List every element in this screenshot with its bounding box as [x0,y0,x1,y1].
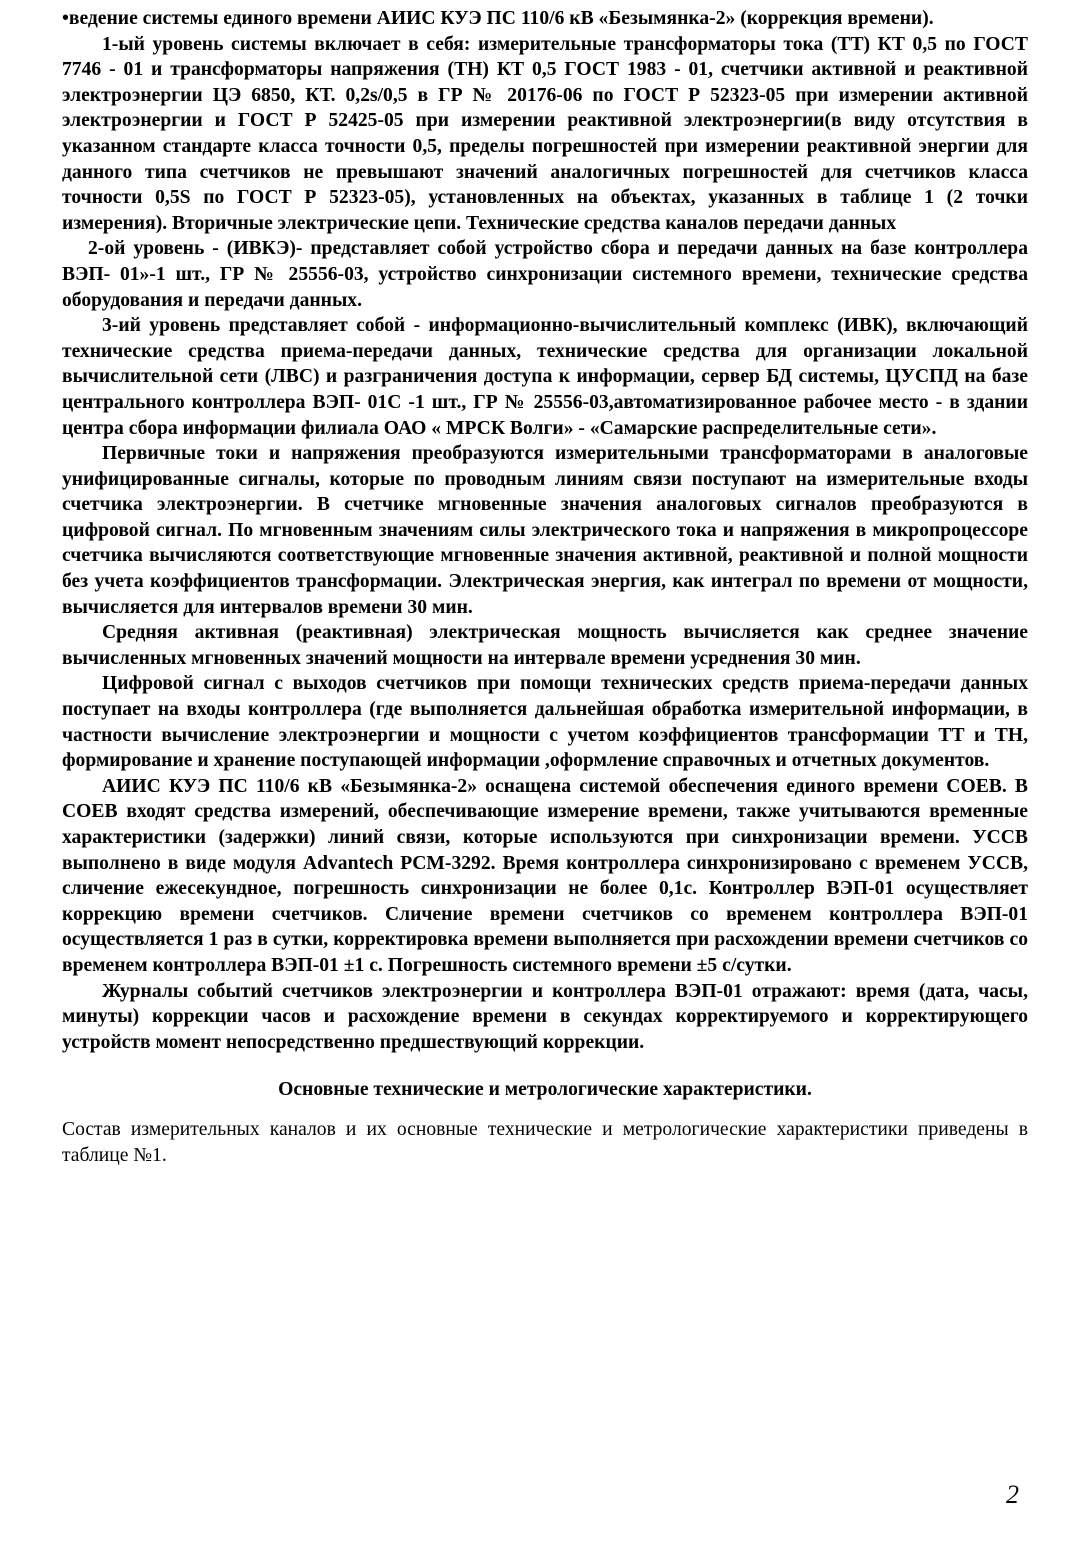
paragraph-level-1: 1-ый уровень системы включает в себя: измерительные трансформаторы тока (ТТ) КТ 0,5 по ГОСТ 7746 - 01 и трансформаторы напряжения (ТН) КТ 0,5 ГОСТ 1983 - 01, счетчики активной и реактивной электроэнергии ЦЭ 6850, КТ. 0,2s/0,5 в ГР № 20176-06 по ГОСТ Р 52323-05 при измерении активной электроэнергии и ГОСТ Р 52425-05 при измерении реактивной электроэнергии(в виду отсутствия в указанном стандарте класса точности 0,5, пределы погрешностей при измерении реактивной энергии для данного типа счетчиков не превышают значений аналогичных погрешностей для счетчиков класса точности 0,5S по ГОСТ Р 52323-05), установленных на объектах, указанных в таблице 1 (2 точки измерения). Вторичные электрические цепи. Технические средства каналов передачи данных [62,33,1028,234]
section-heading: Основные технические и метрологические характеристики. [278,1079,812,1101]
paragraph-table-reference: Состав измерительных каналов и их основные технические и метрологические характеристики приведены в таблице №1. [62,1118,1028,1166]
paragraph-digital-signal: Цифровой сигнал с выходов счетчиков при помощи технических средств приема-передачи данных поступает на входы контроллера (где выполняется дальнейшая обработка измерительной информации, в частности вычисление электроэнергии и мощности с учетом коэффициентов трансформации ТТ и ТН, формирование и хранение поступающей информации ,оформление справочных и отчетных документов. [62,673,1028,772]
page-number: 2 [1006,1480,1019,1509]
paragraph-primary-currents: Первичные токи и напряжения преобразуются измерительными трансформаторами в аналоговые унифицированные сигналы, которые по проводным линиям связи поступают на измерительные входы счетчика электроэнергии. В счетчике мгновенные значения аналоговых сигналов преобразуются в цифровой сигнал. По мгновенным значениям силы электрического тока и напряжения в микропроцессоре счетчика вычисляются соответствующие мгновенные значения активной, реактивной и полной мощности без учета коэффициентов трансформации. Электрическая энергия, как интеграл по времени от мощности, вычисляется для интервалов времени 30 мин. [62,443,1028,618]
paragraph-level-2: 2-ой уровень - (ИВКЭ)- представляет собой устройство сбора и передачи данных на базе контроллера ВЭП- 01»-1 шт., ГР № 25556-03, устройство синхронизации системного времени, технические средства оборудования и передачи данных. [62,238,1028,311]
paragraph-soev: АИИС КУЭ ПС 110/6 кВ «Безымянка-2» оснащена системой обеспечения единого времени СОЕВ. В СОЕВ входят средства измерений, обеспечивающие измерение времени, также учитываются временные характеристики (задержки) линий связи, которые используются при синхронизации времени. УССВ выполнено в виде модуля Advantech PCM-3292. Время контроллера синхронизировано с временем УССВ, сличение ежесекундное, погрешность синхронизации не более 0,1с. Контроллер ВЭП-01 осуществляет коррекцию времени счетчиков. Сличение времени счетчиков со временем контроллера ВЭП-01 осуществляется 1 раз в сутки, корректировка времени выполняется при расхождении времени счетчиков со временем контроллера ВЭП-01 ±1 с. Погрешность системного времени ±5 с/сутки. [62,775,1028,976]
paragraph-time-system: •ведение системы единого времени АИИС КУЭ ПС 110/6 кВ «Безымянка-2» (коррекция времени). [62,8,934,29]
paragraph-level-3: 3-ий уровень представляет собой - информационно-вычислительный комплекс (ИВК), включающий технические средства приема-передачи данных, технические средства для организации локальной вычислительной сети (ЛВС) и разграничения доступа к информации, сервер БД системы, ЦУСПД на базе центрального контроллера ВЭП- 01С -1 шт., ГР № 25556-03,автоматизированное рабочее место - в здании центра сбора информации филиала ОАО « МРСК Волги» - «Самарские распределительные сети». [62,315,1028,439]
document-body [62,6,1028,1168]
paragraph-event-logs: Журналы событий счетчиков электроэнергии и контроллера ВЭП-01 отражают: время (дата, часы, минуты) коррекции часов и расхождение времени в секундах корректируемого и корректирующего устройств момент непосредственно предшествующий коррекции. [62,980,1028,1053]
paragraph-average-power: Средняя активная (реактивная) электрическая мощность вычисляется как среднее значение вычисленных мгновенных значений мощности на интервале времени усреднения 30 мин. [62,622,1028,669]
